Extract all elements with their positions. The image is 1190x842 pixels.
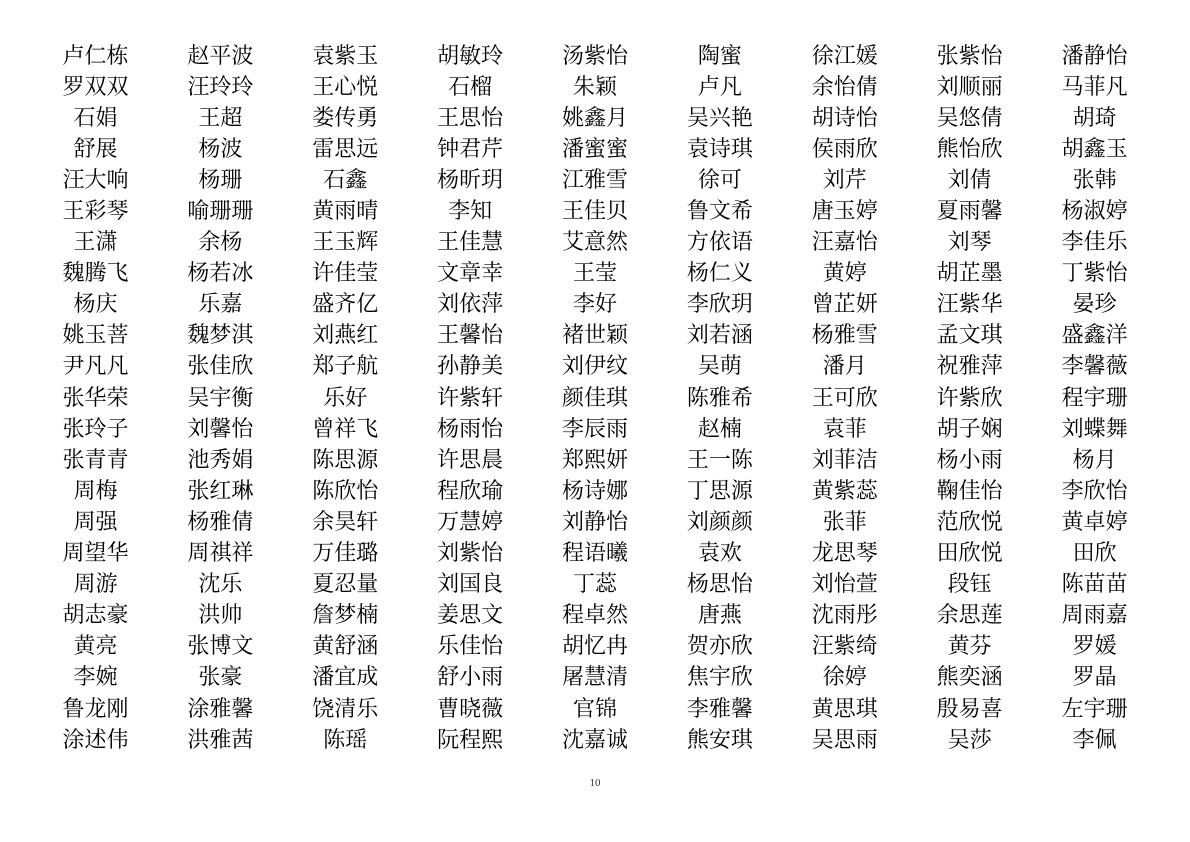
- name-cell: 盛鑫洋: [1061, 323, 1128, 349]
- name-cell: 焦宇欣: [686, 665, 753, 691]
- name-cell: 郑子航: [312, 354, 379, 380]
- name-cell: 陈思源: [312, 447, 379, 473]
- name-cell: 杨若冰: [187, 261, 254, 287]
- name-cell: 吴宇衡: [187, 385, 254, 411]
- name-cell: 殷易喜: [936, 696, 1003, 722]
- name-cell: 张玲子: [62, 416, 129, 442]
- name-cell: 杨庆: [73, 292, 118, 318]
- name-cell: 余思莲: [936, 603, 1003, 629]
- name-cell: 吴悠倩: [936, 105, 1003, 131]
- name-cell: 许思晨: [437, 447, 504, 473]
- name-cell: 刘怡萱: [811, 572, 878, 598]
- name-cell: 石娟: [73, 105, 118, 131]
- name-cell: 乐嘉: [198, 292, 243, 318]
- name-cell: 胡诗怡: [811, 105, 878, 131]
- name-cell: 李辰雨: [562, 416, 629, 442]
- name-cell: 周梅: [73, 478, 118, 504]
- name-cell: 王潇: [73, 230, 118, 256]
- name-cell: 乐好: [323, 385, 368, 411]
- name-cell: 陈瑶: [323, 727, 368, 753]
- name-cell: 许佳莹: [312, 261, 379, 287]
- name-cell: 艾意然: [562, 230, 629, 256]
- name-cell: 沈嘉诚: [562, 727, 629, 753]
- name-cell: 李馨薇: [1061, 354, 1128, 380]
- name-cell: 雷思远: [312, 136, 379, 162]
- name-cell: 吴莎: [947, 727, 992, 753]
- name-cell: 汪紫绮: [811, 634, 878, 660]
- page-number: 10: [589, 777, 601, 789]
- name-cell: 吴萌: [697, 354, 742, 380]
- name-cell: 王超: [198, 105, 243, 131]
- name-cell: 刘若涵: [686, 323, 753, 349]
- name-cell: 周游: [73, 572, 118, 598]
- name-cell: 马菲凡: [1061, 74, 1128, 100]
- name-cell: 余怡倩: [811, 74, 878, 100]
- name-cell: 田欣: [1072, 541, 1117, 567]
- name-cell: 文章幸: [437, 261, 504, 287]
- name-cell: 袁菲: [822, 416, 867, 442]
- name-cell: 舒小雨: [437, 665, 504, 691]
- name-cell: 刘国良: [437, 572, 504, 598]
- name-cell: 李佩: [1072, 727, 1117, 753]
- name-cell: 胡敏玲: [437, 43, 504, 69]
- name-cell: 陶蜜: [697, 43, 742, 69]
- name-cell: 赵楠: [697, 416, 742, 442]
- name-cell: 刘颜颜: [686, 509, 753, 535]
- name-cell: 王佳贝: [562, 199, 629, 225]
- name-cell: 李婉: [73, 665, 118, 691]
- name-cell: 周雨嘉: [1061, 603, 1128, 629]
- name-cell: 张韩: [1072, 167, 1117, 193]
- name-cell: 徐江媛: [811, 43, 878, 69]
- name-cell: 尹凡凡: [62, 354, 129, 380]
- name-cell: 程欣瑜: [437, 478, 504, 504]
- name-cell: 王思怡: [437, 105, 504, 131]
- name-cell: 胡子娴: [936, 416, 1003, 442]
- name-cell: 万佳璐: [312, 541, 379, 567]
- name-cell: 石榴: [448, 74, 493, 100]
- name-cell: 卢凡: [697, 74, 742, 100]
- name-cell: 段钰: [947, 572, 992, 598]
- name-cell: 饶清乐: [312, 696, 379, 722]
- name-cell: 刘菲洁: [811, 447, 878, 473]
- name-cell: 张红琳: [187, 478, 254, 504]
- name-cell: 袁诗琪: [686, 136, 753, 162]
- name-cell: 李知: [448, 199, 493, 225]
- name-cell: 汪大响: [62, 167, 129, 193]
- name-cell: 胡鑫玉: [1061, 136, 1128, 162]
- name-cell: 杨雅雪: [811, 323, 878, 349]
- name-cell: 陈苗苗: [1061, 572, 1128, 598]
- name-cell: 熊奕涵: [936, 665, 1003, 691]
- name-cell: 黄婷: [822, 261, 867, 287]
- name-cell: 喻珊珊: [187, 199, 254, 225]
- name-cell: 张紫怡: [936, 43, 1003, 69]
- name-cell: 周望华: [62, 541, 129, 567]
- name-cell: 阮程熙: [437, 727, 504, 753]
- name-cell: 涂雅馨: [187, 696, 254, 722]
- name-cell: 黄亮: [73, 634, 118, 660]
- name-cell: 夏雨馨: [936, 199, 1003, 225]
- name-cell: 唐燕: [697, 603, 742, 629]
- name-cell: 陈欣怡: [312, 478, 379, 504]
- name-cell: 潘蜜蜜: [562, 136, 629, 162]
- name-cell: 杨珊: [198, 167, 243, 193]
- name-cell: 孙静美: [437, 354, 504, 380]
- name-cell: 卢仁栋: [62, 43, 129, 69]
- name-cell: 曾芷妍: [811, 292, 878, 318]
- name-cell: 刘倩: [947, 167, 992, 193]
- name-cell: 刘依萍: [437, 292, 504, 318]
- name-cell: 黄芬: [947, 634, 992, 660]
- name-cell: 汪玲玲: [187, 74, 254, 100]
- name-cell: 祝雅萍: [936, 354, 1003, 380]
- name-cell: 潘宜成: [312, 665, 379, 691]
- name-cell: 胡志豪: [62, 603, 129, 629]
- name-cell: 刘蝶舞: [1061, 416, 1128, 442]
- name-cell: 方依语: [686, 230, 753, 256]
- name-cell: 娄传勇: [312, 105, 379, 131]
- name-cell: 杨雨怡: [437, 416, 504, 442]
- name-cell: 夏忍量: [312, 572, 379, 598]
- name-cell: 罗晶: [1072, 665, 1117, 691]
- name-cell: 罗媛: [1072, 634, 1117, 660]
- name-cell: 杨月: [1072, 447, 1117, 473]
- name-cell: 田欣悦: [936, 541, 1003, 567]
- name-cell: 沈雨彤: [811, 603, 878, 629]
- name-cell: 李好: [573, 292, 618, 318]
- name-cell: 郑熙妍: [562, 447, 629, 473]
- name-cell: 魏腾飞: [62, 261, 129, 287]
- name-cell: 王佳慧: [437, 230, 504, 256]
- name-cell: 姚鑫月: [562, 105, 629, 131]
- name-cell: 黄思琪: [811, 696, 878, 722]
- name-cell: 袁紫玉: [312, 43, 379, 69]
- name-cell: 万慧婷: [437, 509, 504, 535]
- name-cell: 张青青: [62, 447, 129, 473]
- name-cell: 黄雨晴: [312, 199, 379, 225]
- name-cell: 唐玉婷: [811, 199, 878, 225]
- name-cell: 王彩琴: [62, 199, 129, 225]
- name-cell: 杨小雨: [936, 447, 1003, 473]
- name-cell: 王莹: [573, 261, 618, 287]
- name-cell: 沈乐: [198, 572, 243, 598]
- name-cell: 李欣怡: [1061, 478, 1128, 504]
- name-cell: 周强: [73, 509, 118, 535]
- name-cell: 李佳乐: [1061, 230, 1128, 256]
- name-cell: 江雅雪: [562, 167, 629, 193]
- name-cell: 熊怡欣: [936, 136, 1003, 162]
- name-cell: 李欣玥: [686, 292, 753, 318]
- name-cell: 贺亦欣: [686, 634, 753, 660]
- name-cell: 张菲: [822, 509, 867, 535]
- name-cell: 詹梦楠: [312, 603, 379, 629]
- name-cell: 余昊轩: [312, 509, 379, 535]
- name-cell: 李雅馨: [686, 696, 753, 722]
- name-cell: 徐婷: [822, 665, 867, 691]
- name-cell: 涂述伟: [62, 727, 129, 753]
- name-cell: 杨波: [198, 136, 243, 162]
- name-cell: 杨淑婷: [1061, 199, 1128, 225]
- name-cell: 曹晓薇: [437, 696, 504, 722]
- name-cell: 刘伊纹: [562, 354, 629, 380]
- name-cell: 胡忆冉: [562, 634, 629, 660]
- name-cell: 刘琴: [947, 230, 992, 256]
- name-cell: 乐佳怡: [437, 634, 504, 660]
- name-cell: 汪紫华: [936, 292, 1003, 318]
- name-cell: 张佳欣: [187, 354, 254, 380]
- name-cell: 汤紫怡: [562, 43, 629, 69]
- name-cell: 丁思源: [686, 478, 753, 504]
- name-cell: 程卓然: [562, 603, 629, 629]
- name-cell: 鲁文希: [686, 199, 753, 225]
- name-cell: 范欣悦: [936, 509, 1003, 535]
- name-cell: 杨仁义: [686, 261, 753, 287]
- name-cell: 程语曦: [562, 541, 629, 567]
- name-cell: 刘顺丽: [936, 74, 1003, 100]
- name-cell: 王心悦: [312, 74, 379, 100]
- name-cell: 杨诗娜: [562, 478, 629, 504]
- name-cell: 张华荣: [62, 385, 129, 411]
- name-cell: 陈雅希: [686, 385, 753, 411]
- name-cell: 吴思雨: [811, 727, 878, 753]
- name-cell: 刘芹: [822, 167, 867, 193]
- name-cell: 王玉辉: [312, 230, 379, 256]
- name-cell: 潘静怡: [1061, 43, 1128, 69]
- name-cell: 熊安琪: [686, 727, 753, 753]
- name-list-grid: [33, 41, 1157, 756]
- name-cell: 潘月: [822, 354, 867, 380]
- name-cell: 徐可: [697, 167, 742, 193]
- name-cell: 许紫轩: [437, 385, 504, 411]
- name-cell: 魏梦淇: [187, 323, 254, 349]
- name-cell: 孟文琪: [936, 323, 1003, 349]
- name-cell: 褚世颖: [562, 323, 629, 349]
- name-cell: 杨昕玥: [437, 167, 504, 193]
- name-cell: 王一陈: [686, 447, 753, 473]
- name-cell: 黄紫蕊: [811, 478, 878, 504]
- name-cell: 杨思怡: [686, 572, 753, 598]
- name-cell: 王馨怡: [437, 323, 504, 349]
- name-cell: 姜思文: [437, 603, 504, 629]
- name-cell: 刘馨怡: [187, 416, 254, 442]
- name-cell: 鞠佳怡: [936, 478, 1003, 504]
- name-cell: 朱颖: [573, 74, 618, 100]
- name-cell: 池秀娟: [187, 447, 254, 473]
- name-cell: 刘燕红: [312, 323, 379, 349]
- name-cell: 罗双双: [62, 74, 129, 100]
- name-cell: 赵平波: [187, 43, 254, 69]
- name-cell: 颜佳琪: [562, 385, 629, 411]
- name-cell: 张博文: [187, 634, 254, 660]
- name-cell: 龙思琴: [811, 541, 878, 567]
- name-cell: 胡琦: [1072, 105, 1117, 131]
- name-cell: 刘紫怡: [437, 541, 504, 567]
- name-cell: 盛齐亿: [312, 292, 379, 318]
- name-cell: 屠慧清: [562, 665, 629, 691]
- name-cell: 张豪: [198, 665, 243, 691]
- name-cell: 丁蕊: [573, 572, 618, 598]
- name-cell: 周祺祥: [187, 541, 254, 567]
- name-cell: 许紫欣: [936, 385, 1003, 411]
- name-cell: 官锦: [573, 696, 618, 722]
- name-cell: 刘静怡: [562, 509, 629, 535]
- name-cell: 胡芷墨: [936, 261, 1003, 287]
- name-cell: 袁欢: [697, 541, 742, 567]
- name-cell: 汪嘉怡: [811, 230, 878, 256]
- name-cell: 洪雅茜: [187, 727, 254, 753]
- name-cell: 王可欣: [811, 385, 878, 411]
- name-cell: 曾祥飞: [312, 416, 379, 442]
- name-cell: 钟君芹: [437, 136, 504, 162]
- name-cell: 黄舒涵: [312, 634, 379, 660]
- name-cell: 左宇珊: [1061, 696, 1128, 722]
- name-cell: 杨雅倩: [187, 509, 254, 535]
- name-cell: 余杨: [198, 230, 243, 256]
- name-cell: 石鑫: [323, 167, 368, 193]
- name-cell: 洪帅: [198, 603, 243, 629]
- name-cell: 舒展: [73, 136, 118, 162]
- name-cell: 黄卓婷: [1061, 509, 1128, 535]
- name-cell: 鲁龙刚: [62, 696, 129, 722]
- name-cell: 姚玉菩: [62, 323, 129, 349]
- name-cell: 侯雨欣: [811, 136, 878, 162]
- name-cell: 吴兴艳: [686, 105, 753, 131]
- name-cell: 晏珍: [1072, 292, 1117, 318]
- name-cell: 程宇珊: [1061, 385, 1128, 411]
- name-cell: 丁紫怡: [1061, 261, 1128, 287]
